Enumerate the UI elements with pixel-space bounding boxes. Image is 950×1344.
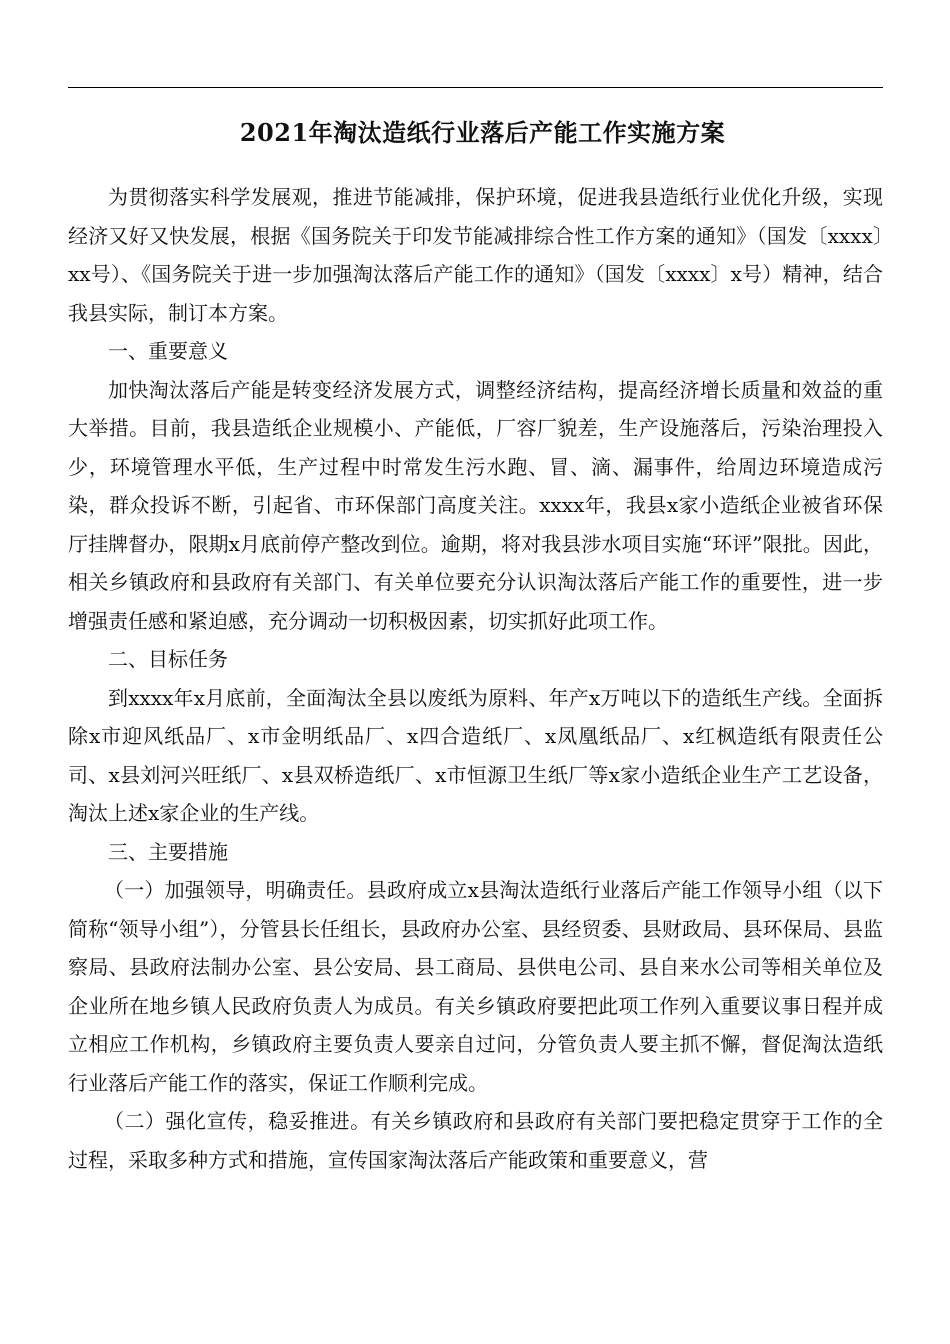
document-body (68, 178, 883, 1179)
measure-item-publicity: （二）强化宣传，稳妥推进。有关乡镇政府和县政府有关部门要把稳定贯穿于工作的全过程，采取多种方式和措施，宣传国家淘汰落后产能政策和重要意义，营 (68, 1109, 883, 1172)
section-heading-targets: 二、目标任务 (108, 647, 228, 671)
significance-paragraph: 加快淘汰落后产能是转变经济发展方式，调整经济结构，提高经济增长质量和效益的重大举措。目前，我县造纸企业规模小、产能低，厂容厂貌差，生产设施落后，污染治理投入少，环境管理水平低，生产过程中时常发生污水跑、冒、滴、漏事件，给周边环境造成污染，群众投诉不断，引起省、市环保部门高度关注。xxxx年，我县x家小造纸企业被省环保厅挂牌督办，限期x月底前停产整改到位。逾期，将对我县涉水项目实施“环评”限批。因此，相关乡镇政府和县政府有关部门、有关单位要充分认识淘汰落后产能工作的重要性，进一步增强责任感和紧迫感，充分调动一切积极因素，切实抓好此项工作。 (68, 377, 883, 633)
section-heading-significance: 一、重要意义 (108, 339, 228, 363)
section-heading-measures: 三、主要措施 (108, 839, 228, 864)
measure-item-leadership: （一）加强领导，明确责任。县政府成立x县淘汰造纸行业落后产能工作领导小组（以下简称“领导小组”），分管县长任组长，县政府办公室、县经贸委、县财政局、县环保局、县监察局、县政府法制办公室、县公安局、县工商局、县供电公司、县自来水公司等相关单位及企业所在地乡镇人民政府负责人为成员。有关乡镇政府要把此项工作列入重要议事日程并成立相应工作机构，乡镇政府主要负责人要亲自过问，分管负责人要主抓不懈，督促淘汰造纸行业落后产能工作的落实，保证工作顺利完成。 (68, 878, 883, 1095)
targets-paragraph: 到xxxx年x月底前，全面淘汰全县以废纸为原料、年产x万吨以下的造纸生产线。全面拆除x市迎风纸品厂、x市金明纸品厂、x四合造纸厂、x凤凰纸品厂、x红枫造纸有限责任公司、x县刘河兴旺纸厂、x县双桥造纸厂、x市恒源卫生纸厂等x家小造纸企业生产工艺设备，淘汰上述x家企业的生产线。 (68, 685, 883, 825)
document-title: 2021年淘汰造纸行业落后产能工作实施方案 (239, 118, 726, 148)
intro-paragraph: 为贯彻落实科学发展观，推进节能减排，保护环境，促进我县造纸行业优化升级，实现经济又好又快发展，根据《国务院关于印发节能减排综合性工作方案的通知》（国发〔xxxx〕xx号）、《国务院关于进一步加强淘汰落后产能工作的通知》（国发〔xxxx〕x号）精神，结合我县实际，制订本方案。 (68, 185, 883, 325)
header-rule (68, 87, 883, 88)
